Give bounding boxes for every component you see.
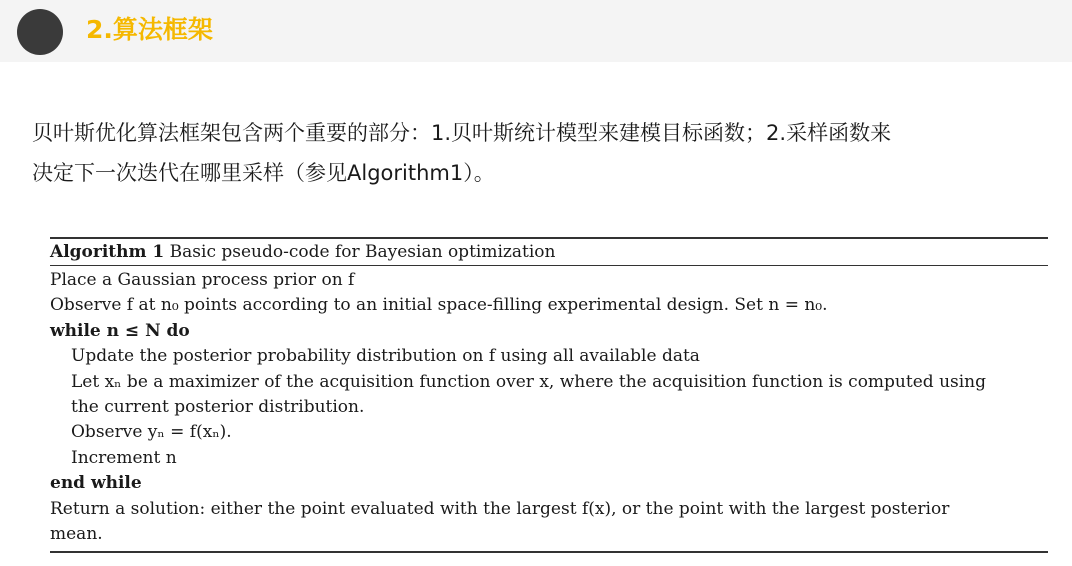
algorithm-line: Increment n — [71, 447, 177, 468]
algorithm-caption-text: Basic pseudo-code for Bayesian optimization — [169, 242, 556, 262]
algorithm-box — [50, 237, 1048, 553]
algorithm-line: Let xₙ be a maximizer of the acquisition function over x, where the acquisition function is computed using — [71, 371, 987, 392]
section-header — [0, 0, 1072, 62]
intro-paragraph — [32, 113, 1062, 193]
section-title: 2.算法框架 — [86, 15, 213, 44]
intro-line: 贝叶斯优化算法框架包含两个重要的部分：1.贝叶斯统计模型来建模目标函数；2.采样函数来 — [32, 121, 892, 145]
algorithm-bottom-rule — [50, 551, 1048, 553]
algorithm-line: Observe yₙ = f(xₙ). — [71, 422, 232, 443]
section-bullet-icon — [17, 9, 63, 55]
algorithm-line-end-while: end while — [50, 473, 142, 494]
algorithm-line: Return a solution: either the point evaluated with the largest f(x), or the point with the largest posterior — [50, 498, 950, 519]
algorithm-body — [50, 266, 1048, 551]
algorithm-caption — [50, 239, 1048, 265]
algorithm-label: Algorithm 1 — [50, 242, 165, 262]
intro-line: 决定下一次迭代在哪里采样（参见Algorithm1）。 — [32, 161, 495, 185]
algorithm-line: the current posterior distribution. — [71, 396, 365, 417]
algorithm-line: mean. — [50, 523, 103, 544]
algorithm-line: Update the posterior probability distribution on f using all available data — [71, 346, 700, 367]
algorithm-line: Place a Gaussian process prior on f — [50, 270, 355, 290]
algorithm-line-while: while n ≤ N do — [50, 320, 190, 341]
algorithm-line: Observe f at n₀ points according to an initial space-filling experimental design. Set n = n₀. — [50, 295, 828, 316]
